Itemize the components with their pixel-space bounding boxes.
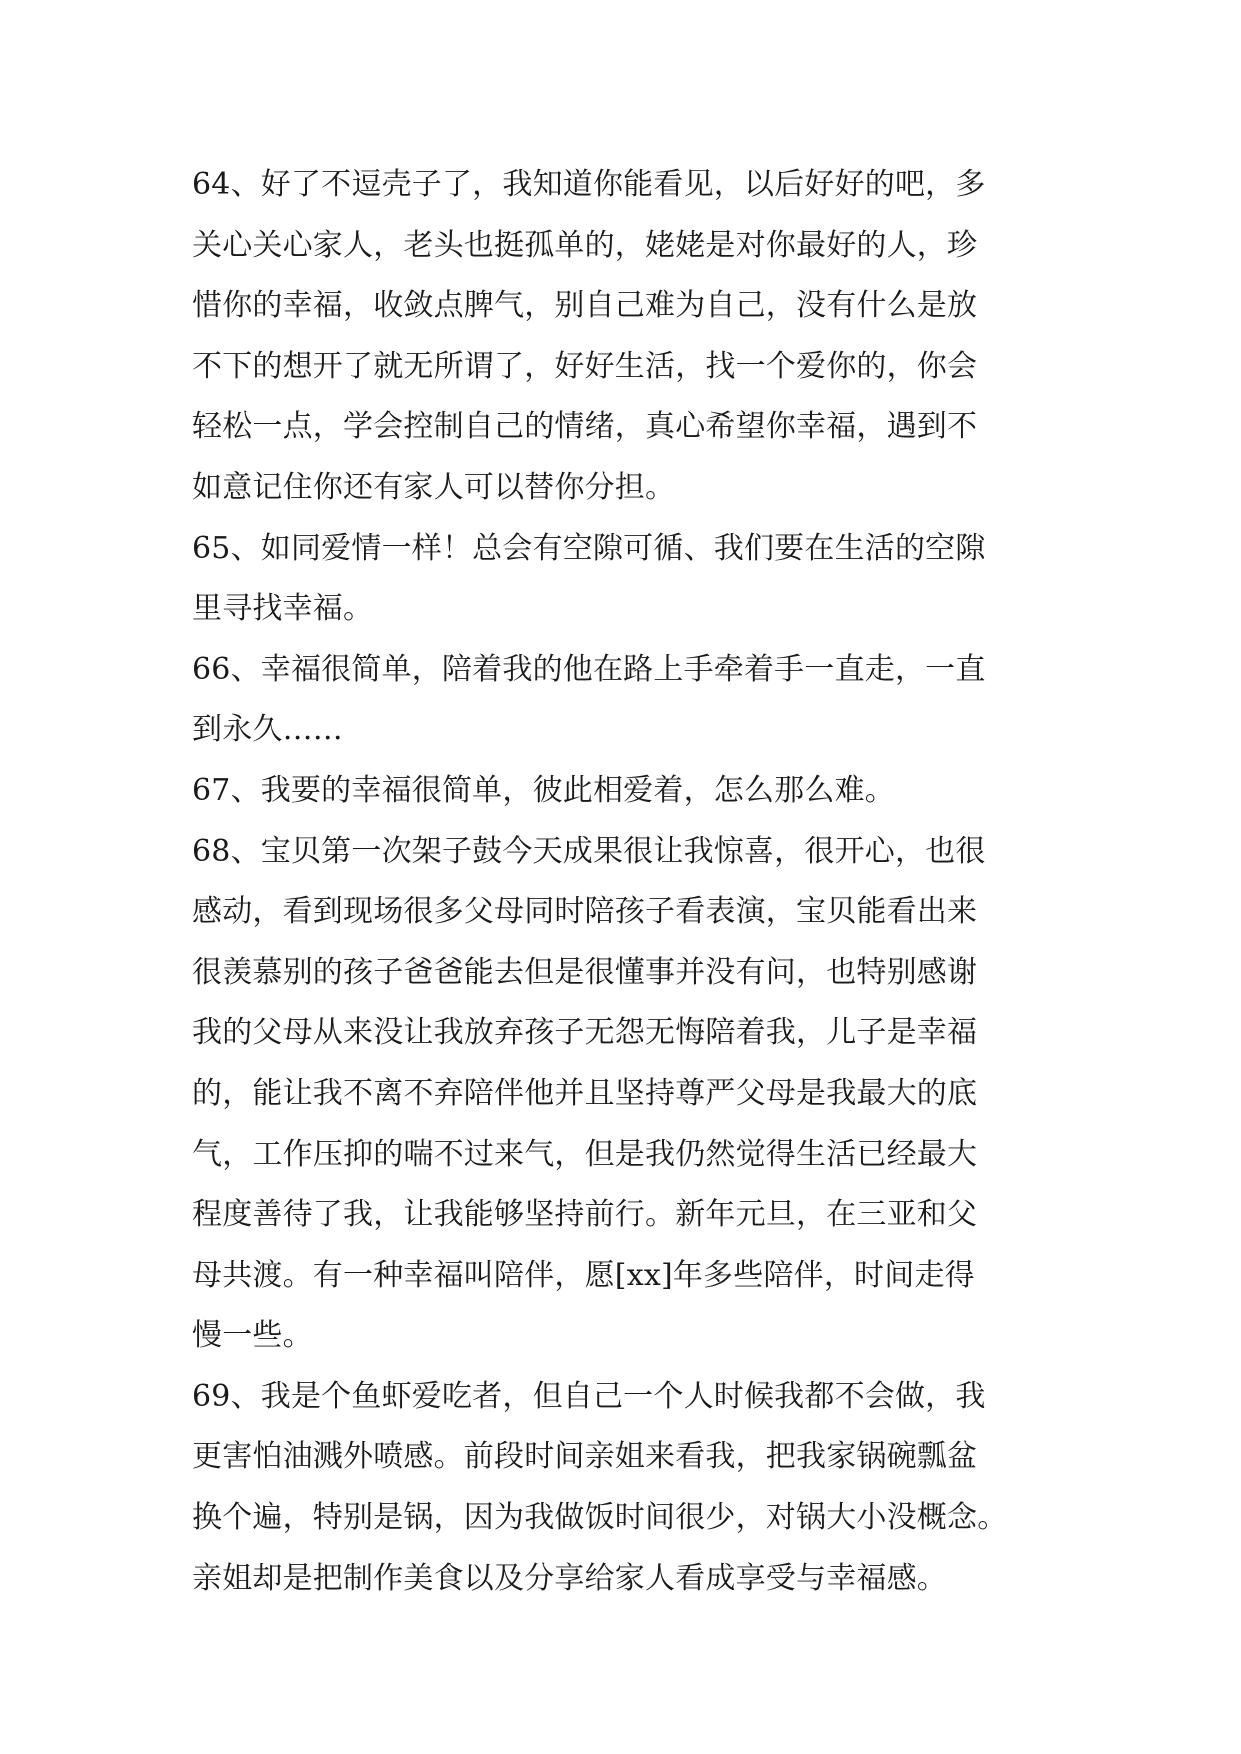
text-line: 64、好了不逗壳子了，我知道你能看见，以后好好的吧，多 [192, 167, 986, 202]
text-line: 亲姐却是把制作美食以及分享给家人看成享受与幸福感。 [192, 1560, 947, 1596]
text-line: 慢一些。 [192, 1318, 313, 1354]
text-line: 66、幸福很简单，陪着我的他在路上手牵着手一直走，一直 [192, 651, 986, 687]
text-line: 母共渡。有一种幸福叫陪伴，愿[xx]年多些陪伴，时间走得 [192, 1257, 975, 1293]
text-line: 69、我是个鱼虾爱吃者，但自己一个人时候我都不会做，我 [192, 1378, 986, 1414]
text-line: 不下的想开了就无所谓了，好好生活，找一个爱你的，你会 [192, 348, 978, 384]
text-line: 65、如同爱情一样！总会有空隙可循、我们要在生活的空隙 [192, 530, 986, 566]
document-body [192, 155, 1054, 1609]
text-line: 惜你的幸福，收敛点脾气，别自己难为自己，没有什么是放 [192, 288, 978, 324]
text-line: 换个遍，特别是锅，因为我做饭时间很少，对锅大小没概念。 [192, 1500, 1008, 1536]
text-line: 很羡慕别的孩子爸爸能去但是很懂事并没有问，也特别感谢 [192, 954, 978, 990]
text-line: 程度善待了我，让我能够坚持前行。新年元旦，在三亚和父 [192, 1197, 978, 1233]
text-line: 67、我要的幸福很简单，彼此相爱着，怎么那么难。 [192, 772, 895, 808]
text-line: 里寻找幸福。 [192, 591, 374, 627]
text-line: 轻松一点，学会控制自己的情绪，真心希望你幸福，遇到不 [192, 409, 978, 445]
text-line: 更害怕油溅外喷感。前段时间亲姐来看我，把我家锅碗瓢盆 [192, 1439, 978, 1475]
text-line: 的，能让我不离不弃陪伴他并且坚持尊严父母是我最大的底 [192, 1075, 978, 1111]
text-line: 气，工作压抑的喘不过来气，但是我仍然觉得生活已经最大 [192, 1136, 978, 1172]
text-line: 关心关心家人，老头也挺孤单的，姥姥是对你最好的人，珍 [192, 227, 978, 263]
text-line: 到永久…… [192, 712, 343, 748]
text-line: 如意记住你还有家人可以替你分担。 [192, 469, 676, 505]
text-line: 我的父母从来没让我放弃孩子无怨无悔陪着我，儿子是幸福 [192, 1015, 978, 1051]
text-line: 68、宝贝第一次架子鼓今天成果很让我惊喜，很开心，也很 [192, 833, 986, 869]
text-line: 感动，看到现场很多父母同时陪孩子看表演，宝贝能看出来 [192, 894, 978, 930]
